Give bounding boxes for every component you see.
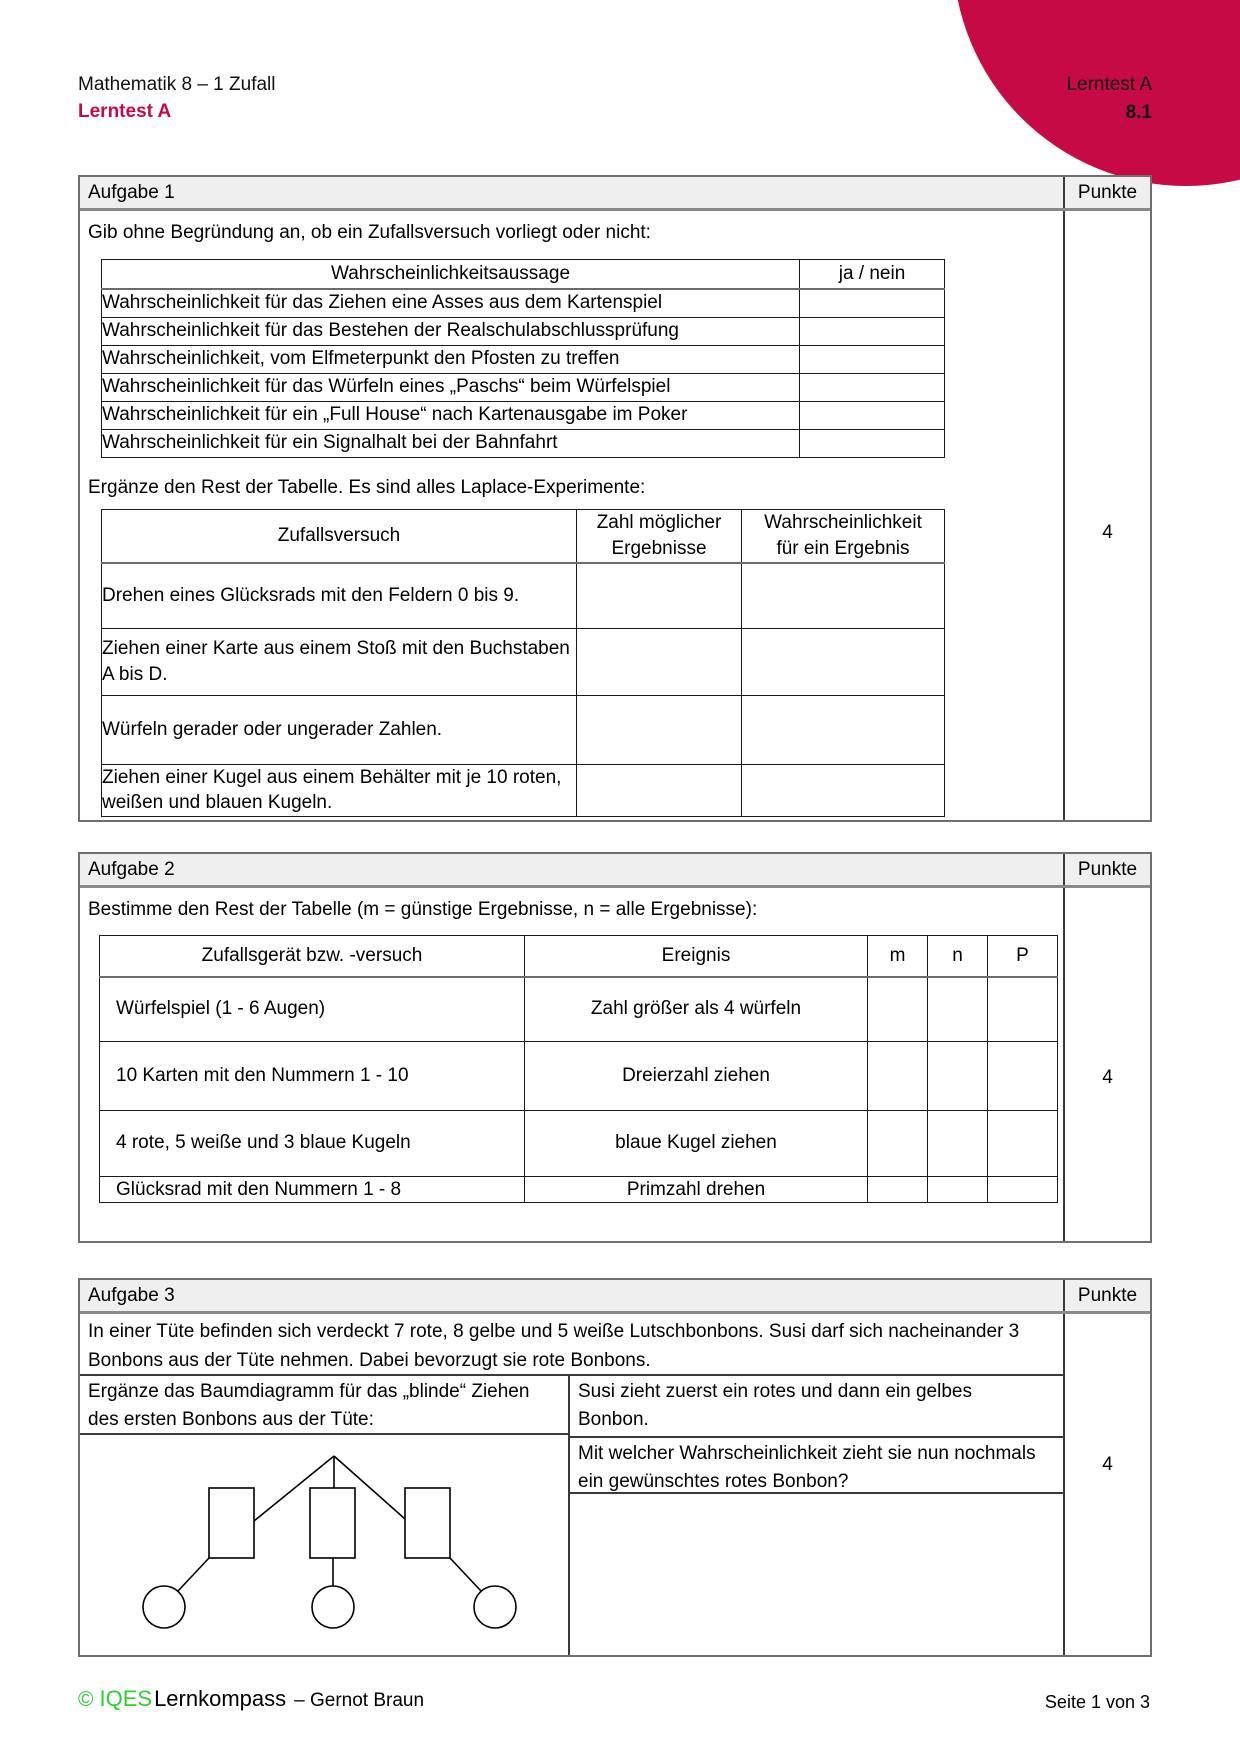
task-3 (78, 1278, 1152, 1657)
node-box-right (405, 1488, 450, 1558)
answer-cell (928, 1110, 988, 1176)
table-row (102, 401, 945, 429)
answer-cell (742, 695, 945, 764)
task-1-title: Aufgabe 1 (88, 182, 175, 203)
table-row (100, 1176, 1058, 1203)
column-header: Wahrscheinlichkeit für ein Ergebnis (742, 510, 945, 563)
answer-cell (800, 373, 945, 401)
statement-cell: Wahrscheinlichkeit, vom Elfmeterpunkt den Pfosten zu treffen (102, 345, 800, 373)
tree-node-boxes (209, 1488, 450, 1558)
answer-cell (800, 317, 945, 345)
device-cell: Würfelspiel (1 - 6 Augen) (100, 977, 525, 1042)
footer-branding (78, 1684, 424, 1714)
task-2-points-header: Punkte (1063, 854, 1150, 885)
column-header: ja / nein (800, 259, 945, 289)
node-box-left (209, 1488, 254, 1558)
table-row (102, 695, 945, 764)
answer-cell (988, 1176, 1058, 1203)
answer-cell (577, 764, 742, 816)
task-2-header (80, 854, 1150, 888)
column-header: m (868, 935, 928, 977)
task-1-instruction-1: Gib ohne Begründung an, ob ein Zufallsversuch vorliegt oder nicht: (88, 222, 651, 243)
table-header-row (102, 259, 945, 289)
page-number: Seite 1 von 3 (1044, 1692, 1150, 1712)
statement-cell: Wahrscheinlichkeit für das Ziehen eine Asses aus dem Kartenspiel (102, 289, 800, 318)
table-row (102, 563, 945, 629)
event-cell: blaue Kugel ziehen (525, 1110, 868, 1176)
answer-cell (928, 977, 988, 1042)
task-3-statement: Susi zieht zuerst ein rotes und dann ein gelbes Bonbon. (570, 1376, 1063, 1438)
answer-cell (577, 695, 742, 764)
table-row (102, 289, 945, 318)
table-row (100, 977, 1058, 1042)
answer-cell (742, 764, 945, 816)
ja-nein-table (101, 259, 945, 458)
copyright-icon: © (78, 1688, 94, 1711)
statement-cell: Wahrscheinlichkeit für das Bestehen der Realschulabschlussprüfung (102, 317, 800, 345)
column-header: n (928, 935, 988, 977)
table-header-row (102, 510, 945, 563)
answer-cell (577, 628, 742, 695)
task-3-left-column (80, 1376, 570, 1655)
answer-cell (868, 977, 928, 1042)
answer-cell (800, 401, 945, 429)
answer-cell (988, 977, 1058, 1042)
experiment-cell: Würfeln gerader oder ungerader Zahlen. (102, 695, 577, 764)
corner-code: 8.1 (1125, 102, 1152, 123)
task-3-points-header: Punkte (1063, 1280, 1150, 1311)
device-cell: Glücksrad mit den Nummern 1 - 8 (100, 1176, 525, 1203)
footer-author: – Gernot Braun (294, 1690, 425, 1711)
column-header: P (988, 935, 1058, 977)
table-row (102, 345, 945, 373)
tree-diagram-cell (80, 1435, 568, 1655)
answer-cell (742, 563, 945, 629)
task-1-instruction-2: Ergänze den Rest der Tabelle. Es sind alles Laplace-Experimente: (88, 476, 646, 498)
subject-title: Mathematik 8 – 1 Zufall (78, 74, 276, 95)
answer-cell (577, 563, 742, 629)
task-1-points-header: Punkte (1063, 177, 1150, 208)
footer-brand-iqes: IQES (99, 1686, 153, 1711)
task-1 (78, 175, 1152, 822)
table-row (102, 764, 945, 816)
branch-right-2 (450, 1558, 481, 1591)
answer-cell (868, 1176, 928, 1203)
task-3-title: Aufgabe 3 (88, 1285, 175, 1306)
task-2-points-value: 4 (1102, 1067, 1113, 1088)
table-row (100, 1041, 1058, 1110)
device-cell: 10 Karten mit den Nummern 1 - 10 (100, 1041, 525, 1110)
column-header: Zufallsgerät bzw. -versuch (100, 935, 525, 977)
task-3-right-column (570, 1376, 1063, 1655)
answer-cell (928, 1041, 988, 1110)
task-1-points-column (1063, 211, 1150, 820)
task-2-points-column (1063, 888, 1150, 1241)
task-2-title: Aufgabe 2 (88, 859, 175, 880)
task-3-question: Mit welcher Wahrscheinlichkeit zieht sie nun nochmals ein gewünschtes rotes Bonbon? (570, 1438, 1063, 1494)
table-row (102, 317, 945, 345)
column-header: Zahl möglicher Ergebnisse (577, 510, 742, 563)
branch-left-2 (178, 1558, 209, 1591)
experiment-cell: Ziehen einer Kugel aus einem Behälter mit je 10 roten, weißen und blauen Kugeln. (102, 764, 577, 816)
answer-cell (868, 1041, 928, 1110)
table-header-row (100, 935, 1058, 977)
task-3-header (80, 1280, 1150, 1314)
task-3-points-column (1063, 1314, 1150, 1655)
test-title: Lerntest A (78, 101, 172, 122)
leaf-circle-left (143, 1586, 185, 1628)
event-cell: Primzahl drehen (525, 1176, 868, 1203)
statement-cell: Wahrscheinlichkeit für ein „Full House“ nach Kartenausgabe im Poker (102, 401, 800, 429)
leaf-circle-right (474, 1586, 516, 1628)
footer-brand-lernkompass: Lernkompass (154, 1686, 287, 1711)
task-2 (78, 852, 1152, 1243)
node-box-middle (310, 1488, 355, 1558)
corner-test-name: Lerntest A (1066, 74, 1152, 95)
answer-cell (988, 1110, 1058, 1176)
task-1-header (80, 177, 1150, 211)
event-cell: Dreierzahl ziehen (525, 1041, 868, 1110)
statement-cell: Wahrscheinlichkeit für das Würfeln eines „Paschs“ beim Würfelspiel (102, 373, 800, 401)
events-table (99, 935, 1058, 1204)
answer-cell (742, 628, 945, 695)
task-2-instruction: Bestimme den Rest der Tabelle (m = günstige Ergebnisse, n = alle Ergebnisse): (88, 899, 758, 920)
answer-cell (868, 1110, 928, 1176)
answer-cell (800, 429, 945, 457)
column-header: Zufallsversuch (102, 510, 577, 563)
laplace-table (101, 509, 945, 817)
answer-cell (800, 289, 945, 318)
tree-diagram (80, 1435, 568, 1655)
task-3-answer-space (570, 1494, 1063, 1655)
column-header: Wahrscheinlichkeitsaussage (102, 259, 800, 289)
table-row (102, 429, 945, 457)
event-cell: Zahl größer als 4 würfeln (525, 977, 868, 1042)
table-row (102, 373, 945, 401)
tree-leaf-circles (143, 1586, 516, 1628)
task-3-tree-prompt: Ergänze das Baumdiagramm für das „blinde“ Ziehen des ersten Bonbons aus der Tüte: (80, 1376, 568, 1435)
experiment-cell: Drehen eines Glücksrads mit den Feldern 0 bis 9. (102, 563, 577, 629)
leaf-circle-middle (312, 1586, 354, 1628)
table-row (102, 628, 945, 695)
table-row (100, 1110, 1058, 1176)
experiment-cell: Ziehen einer Karte aus einem Stoß mit den Buchstaben A bis D. (102, 628, 577, 695)
task-1-points-value: 4 (1102, 522, 1113, 543)
answer-cell (928, 1176, 988, 1203)
task-3-intro: In einer Tüte befinden sich verdeckt 7 rote, 8 gelbe und 5 weiße Lutschbonbons. Susi darf sich nacheinander 3 Bonbons aus der Tüte nehmen. Dabei bevorzugt sie rote Bonbons. (80, 1314, 1063, 1376)
statement-cell: Wahrscheinlichkeit für ein Signalhalt bei der Bahnfahrt (102, 429, 800, 457)
task-3-points-value: 4 (1102, 1454, 1113, 1475)
answer-cell (800, 345, 945, 373)
answer-cell (988, 1041, 1058, 1110)
column-header: Ereignis (525, 935, 868, 977)
device-cell: 4 rote, 5 weiße und 3 blaue Kugeln (100, 1110, 525, 1176)
